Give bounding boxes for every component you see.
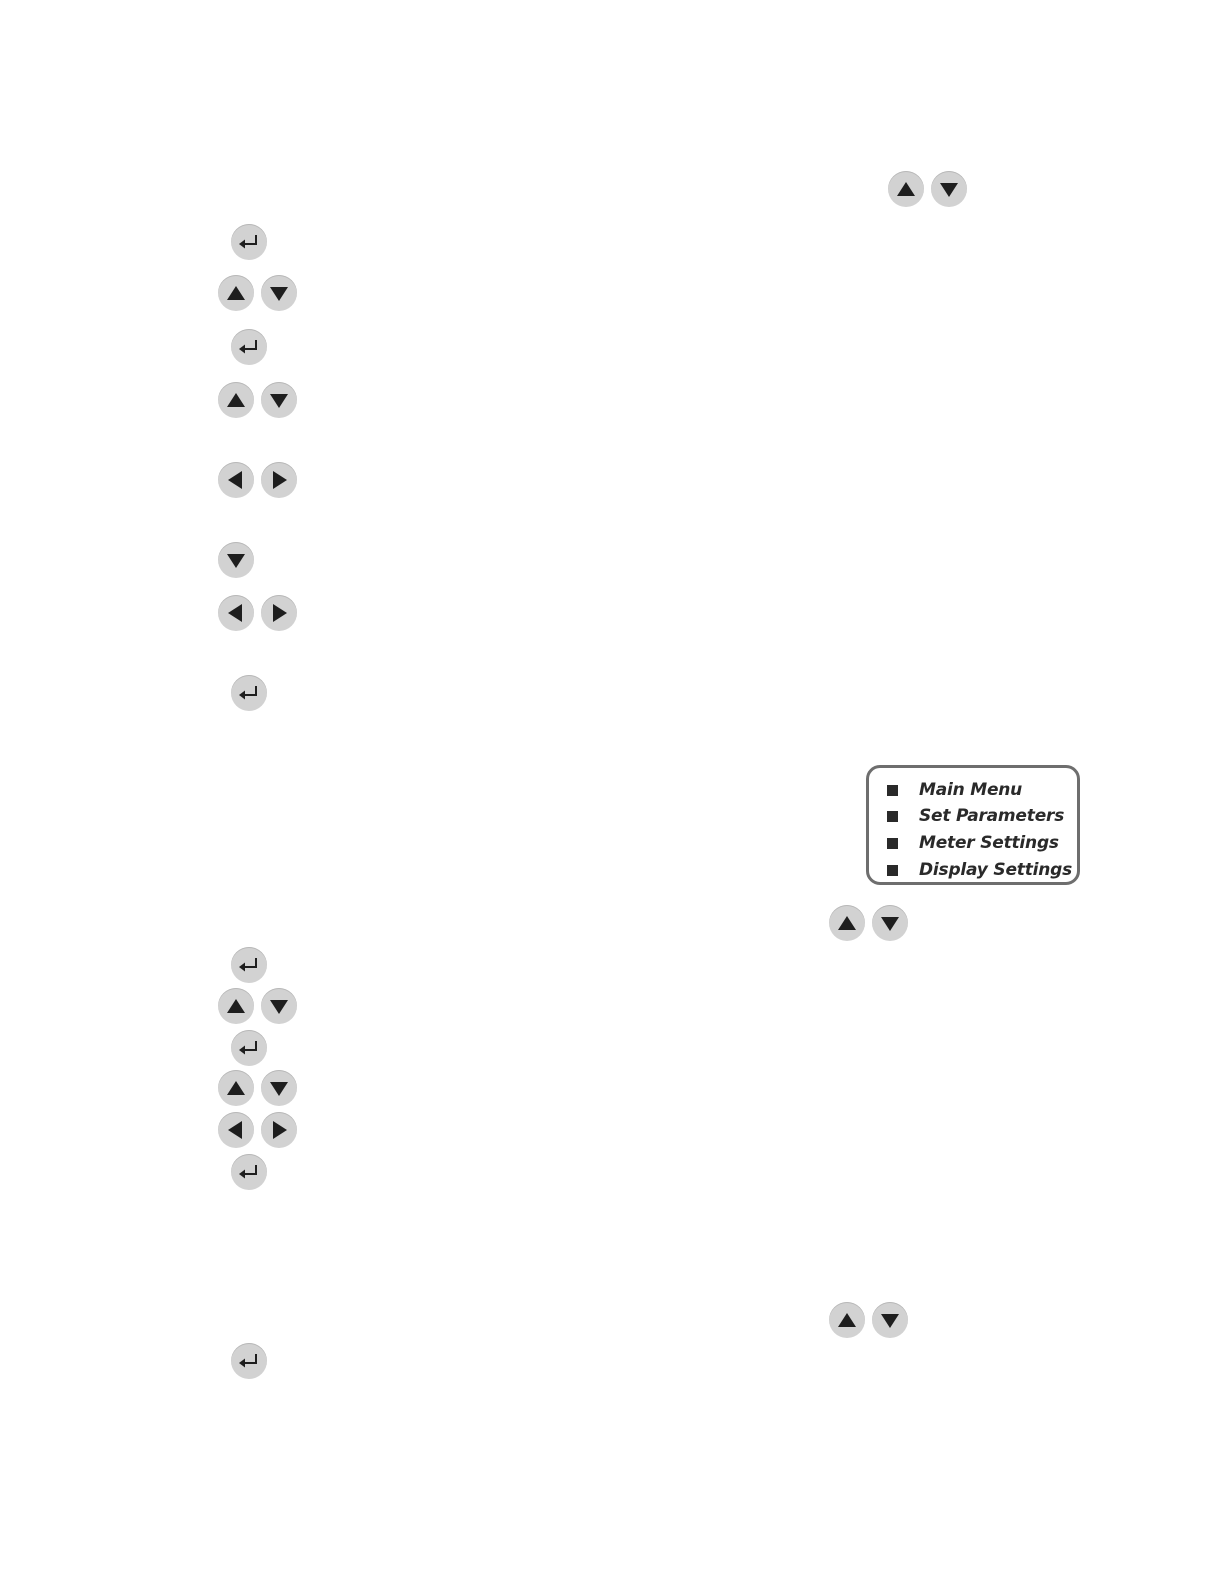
left-button[interactable] — [218, 462, 254, 498]
square-bullet-icon — [887, 838, 898, 849]
menu-item-label: Main Menu — [919, 780, 1023, 800]
menu-item-meter-settings — [887, 831, 1077, 855]
menu-item-set-parameters — [887, 804, 1077, 828]
down-button[interactable] — [872, 1302, 908, 1338]
enter-button[interactable] — [231, 675, 267, 711]
left-button[interactable] — [218, 595, 254, 631]
menu-item-label: Meter Settings — [919, 833, 1059, 853]
down-button[interactable] — [218, 542, 254, 578]
down-button[interactable] — [261, 1070, 297, 1106]
menu-item-label: Display Settings — [919, 860, 1073, 880]
right-button[interactable] — [261, 462, 297, 498]
down-button[interactable] — [261, 988, 297, 1024]
enter-button[interactable] — [231, 1343, 267, 1379]
left-button[interactable] — [218, 1112, 254, 1148]
up-button[interactable] — [218, 275, 254, 311]
up-button[interactable] — [218, 382, 254, 418]
enter-button[interactable] — [231, 224, 267, 260]
up-button[interactable] — [829, 905, 865, 941]
down-button[interactable] — [872, 905, 908, 941]
down-button[interactable] — [261, 275, 297, 311]
display-menu-box — [866, 765, 1080, 885]
up-button[interactable] — [218, 1070, 254, 1106]
menu-item-main-menu — [887, 778, 1077, 802]
enter-button[interactable] — [231, 329, 267, 365]
down-button[interactable] — [931, 171, 967, 207]
up-button[interactable] — [888, 171, 924, 207]
enter-button[interactable] — [231, 1030, 267, 1066]
enter-button[interactable] — [231, 1154, 267, 1190]
menu-item-display-settings — [887, 858, 1077, 882]
enter-button[interactable] — [231, 947, 267, 983]
square-bullet-icon — [887, 865, 898, 876]
down-button[interactable] — [261, 382, 297, 418]
up-button[interactable] — [218, 988, 254, 1024]
square-bullet-icon — [887, 785, 898, 796]
menu-item-label: Set Parameters — [919, 806, 1065, 826]
up-button[interactable] — [829, 1302, 865, 1338]
right-button[interactable] — [261, 595, 297, 631]
right-button[interactable] — [261, 1112, 297, 1148]
square-bullet-icon — [887, 811, 898, 822]
